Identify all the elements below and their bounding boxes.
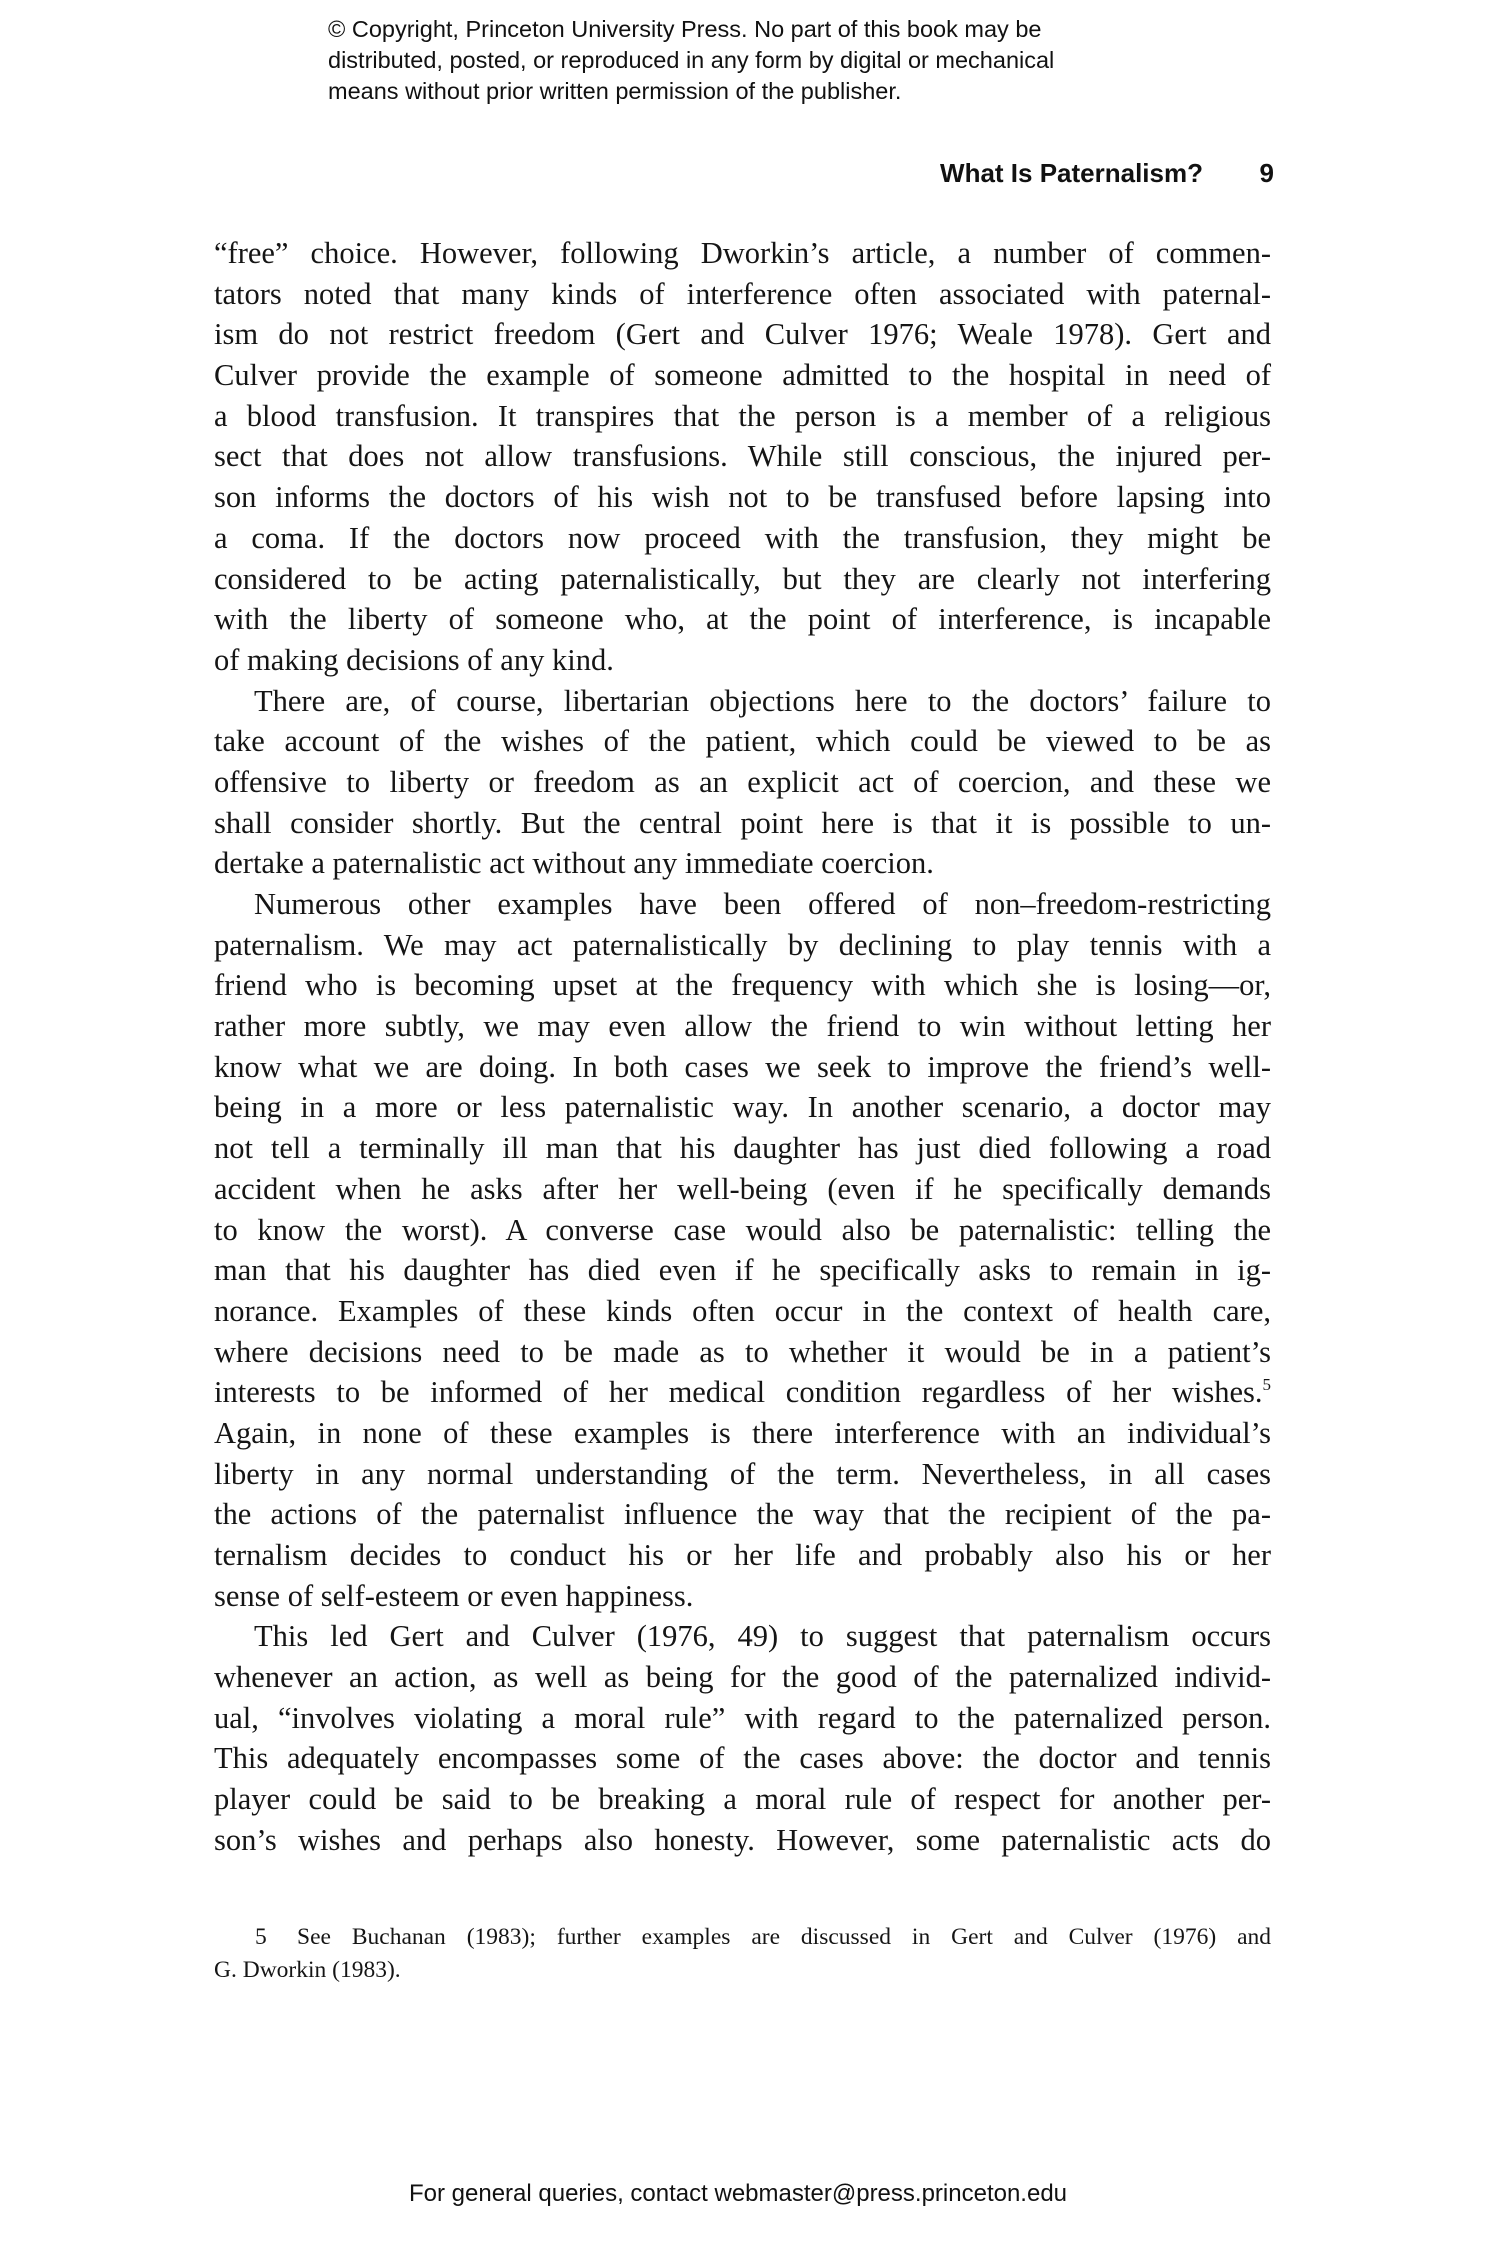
- text-line: This adequately encompasses some of the cases above: the doctor and tennis: [214, 1741, 1271, 1776]
- chapter-title: What Is Paternalism?: [940, 158, 1203, 188]
- text-line: Numerous other examples have been offered of non–freedom-restricting: [254, 887, 1271, 921]
- text-line: with the liberty of someone who, at the point of interference, is incapable: [214, 602, 1271, 637]
- text-line-with-footnote: [214, 1372, 1271, 1413]
- text-line: paternalism. We may act paternalistically by declining to play tennis with a: [214, 927, 1271, 962]
- text-line: take account of the wishes of the patient, which could be viewed to be as: [214, 724, 1271, 759]
- text-line: the actions of the paternalist influence the way that the recipient of the pa-: [214, 1497, 1271, 1532]
- text-line: This led Gert and Culver (1976, 49) to suggest that paternalism occurs: [254, 1619, 1271, 1654]
- text-line: sect that does not allow transfusions. While still conscious, the injured per-: [214, 439, 1271, 474]
- text-line: sense of self-esteem or even happiness.: [214, 1578, 694, 1613]
- footnote-text: See Buchanan (1983); further examples are discussed in Gert and Culver (1976) and: [297, 1924, 1271, 1950]
- running-head: [860, 158, 1274, 190]
- text-line: There are, of course, libertarian objections here to the doctors’ failure to: [254, 683, 1271, 718]
- copyright-line: means without prior written permission of the publisher.: [328, 78, 902, 104]
- body-text: [214, 233, 1271, 1861]
- copyright-line: distributed, posted, or reproduced in any form by digital or mechanical: [328, 47, 1055, 73]
- footnotes: [214, 1921, 1271, 1987]
- text-line: whenever an action, as well as being for the good of the paternalized individ-: [214, 1660, 1271, 1695]
- text-line: liberty in any normal understanding of the term. Nevertheless, in all cases: [214, 1456, 1271, 1491]
- copyright-notice: [328, 14, 1228, 107]
- text-line: ual, “involves violating a moral rule” with regard to the paternalized person.: [214, 1700, 1271, 1735]
- text-line: son informs the doctors of his wish not to be transfused before lapsing into: [214, 480, 1271, 515]
- text-line: of making decisions of any kind.: [214, 642, 614, 677]
- text-line: a coma. If the doctors now proceed with the transfusion, they might be: [214, 520, 1271, 555]
- text-line: player could be said to be breaking a moral rule of respect for another per-: [214, 1782, 1271, 1817]
- text-line-content: interests to be informed of her medical condition regardless of her wishes.: [214, 1375, 1263, 1410]
- footnote-reference[interactable]: 5: [1262, 1375, 1271, 1395]
- text-line: man that his daughter has died even if he specifically asks to remain in ig-: [214, 1253, 1271, 1288]
- copyright-line: © Copyright, Princeton University Press. No part of this book may be: [328, 16, 1042, 42]
- paragraph: [214, 681, 1271, 884]
- text-line: not tell a terminally ill man that his daughter has just died following a road: [214, 1131, 1271, 1166]
- text-line: Again, in none of these examples is there interference with an individual’s: [214, 1415, 1271, 1450]
- text-line: to know the worst). A converse case would also be paternalistic: telling the: [214, 1212, 1271, 1247]
- paragraph: [214, 1616, 1271, 1860]
- text-line: friend who is becoming upset at the frequency with which she is losing—or,: [214, 968, 1271, 1003]
- text-line: dertake a paternalistic act without any immediate coercion.: [214, 846, 934, 881]
- text-line: ternalism decides to conduct his or her life and probably also his or her: [214, 1538, 1271, 1572]
- text-line: considered to be acting paternalistically, but they are clearly not interfering: [214, 561, 1271, 596]
- text-line: son’s wishes and perhaps also honesty. However, some paternalistic acts do: [214, 1822, 1271, 1857]
- page-footer: [0, 2180, 1500, 2208]
- text-line: shall consider shortly. But the central point here is that it is possible to un-: [214, 805, 1271, 840]
- text-line: know what we are doing. In both cases we seek to improve the friend’s well-: [214, 1049, 1271, 1084]
- text-line: norance. Examples of these kinds often occur in the context of health care,: [214, 1293, 1271, 1328]
- paragraph: [214, 233, 1271, 681]
- text-line: Culver provide the example of someone admitted to the hospital in need of: [214, 358, 1271, 393]
- footer-contact-text: For general queries, contact webmaster@press.princeton.edu: [408, 2180, 1068, 2207]
- text-line: ism do not restrict freedom (Gert and Culver 1976; Weale 1978). Gert and: [214, 317, 1271, 352]
- text-line: “free” choice. However, following Dworkin’s article, a number of commen-: [214, 236, 1271, 270]
- text-line: accident when he asks after her well-being (even if he specifically demands: [214, 1171, 1271, 1206]
- text-line: rather more subtly, we may even allow the friend to win without letting her: [214, 1009, 1271, 1044]
- footnote-line: [214, 1921, 1271, 1954]
- paragraph: [214, 884, 1271, 1616]
- text-line: being in a more or less paternalistic way. In another scenario, a doctor may: [214, 1090, 1271, 1125]
- text-line: tators noted that many kinds of interference often associated with paternal-: [214, 276, 1271, 311]
- page-number: 9: [1259, 158, 1274, 188]
- footnote-number: 5: [255, 1924, 267, 1950]
- footnote-line: G. Dworkin (1983).: [214, 1957, 401, 1983]
- text-line: a blood transfusion. It transpires that the person is a member of a religious: [214, 398, 1271, 433]
- text-line: where decisions need to be made as to whether it would be in a patient’s: [214, 1334, 1271, 1369]
- text-line: offensive to liberty or freedom as an explicit act of coercion, and these we: [214, 764, 1271, 799]
